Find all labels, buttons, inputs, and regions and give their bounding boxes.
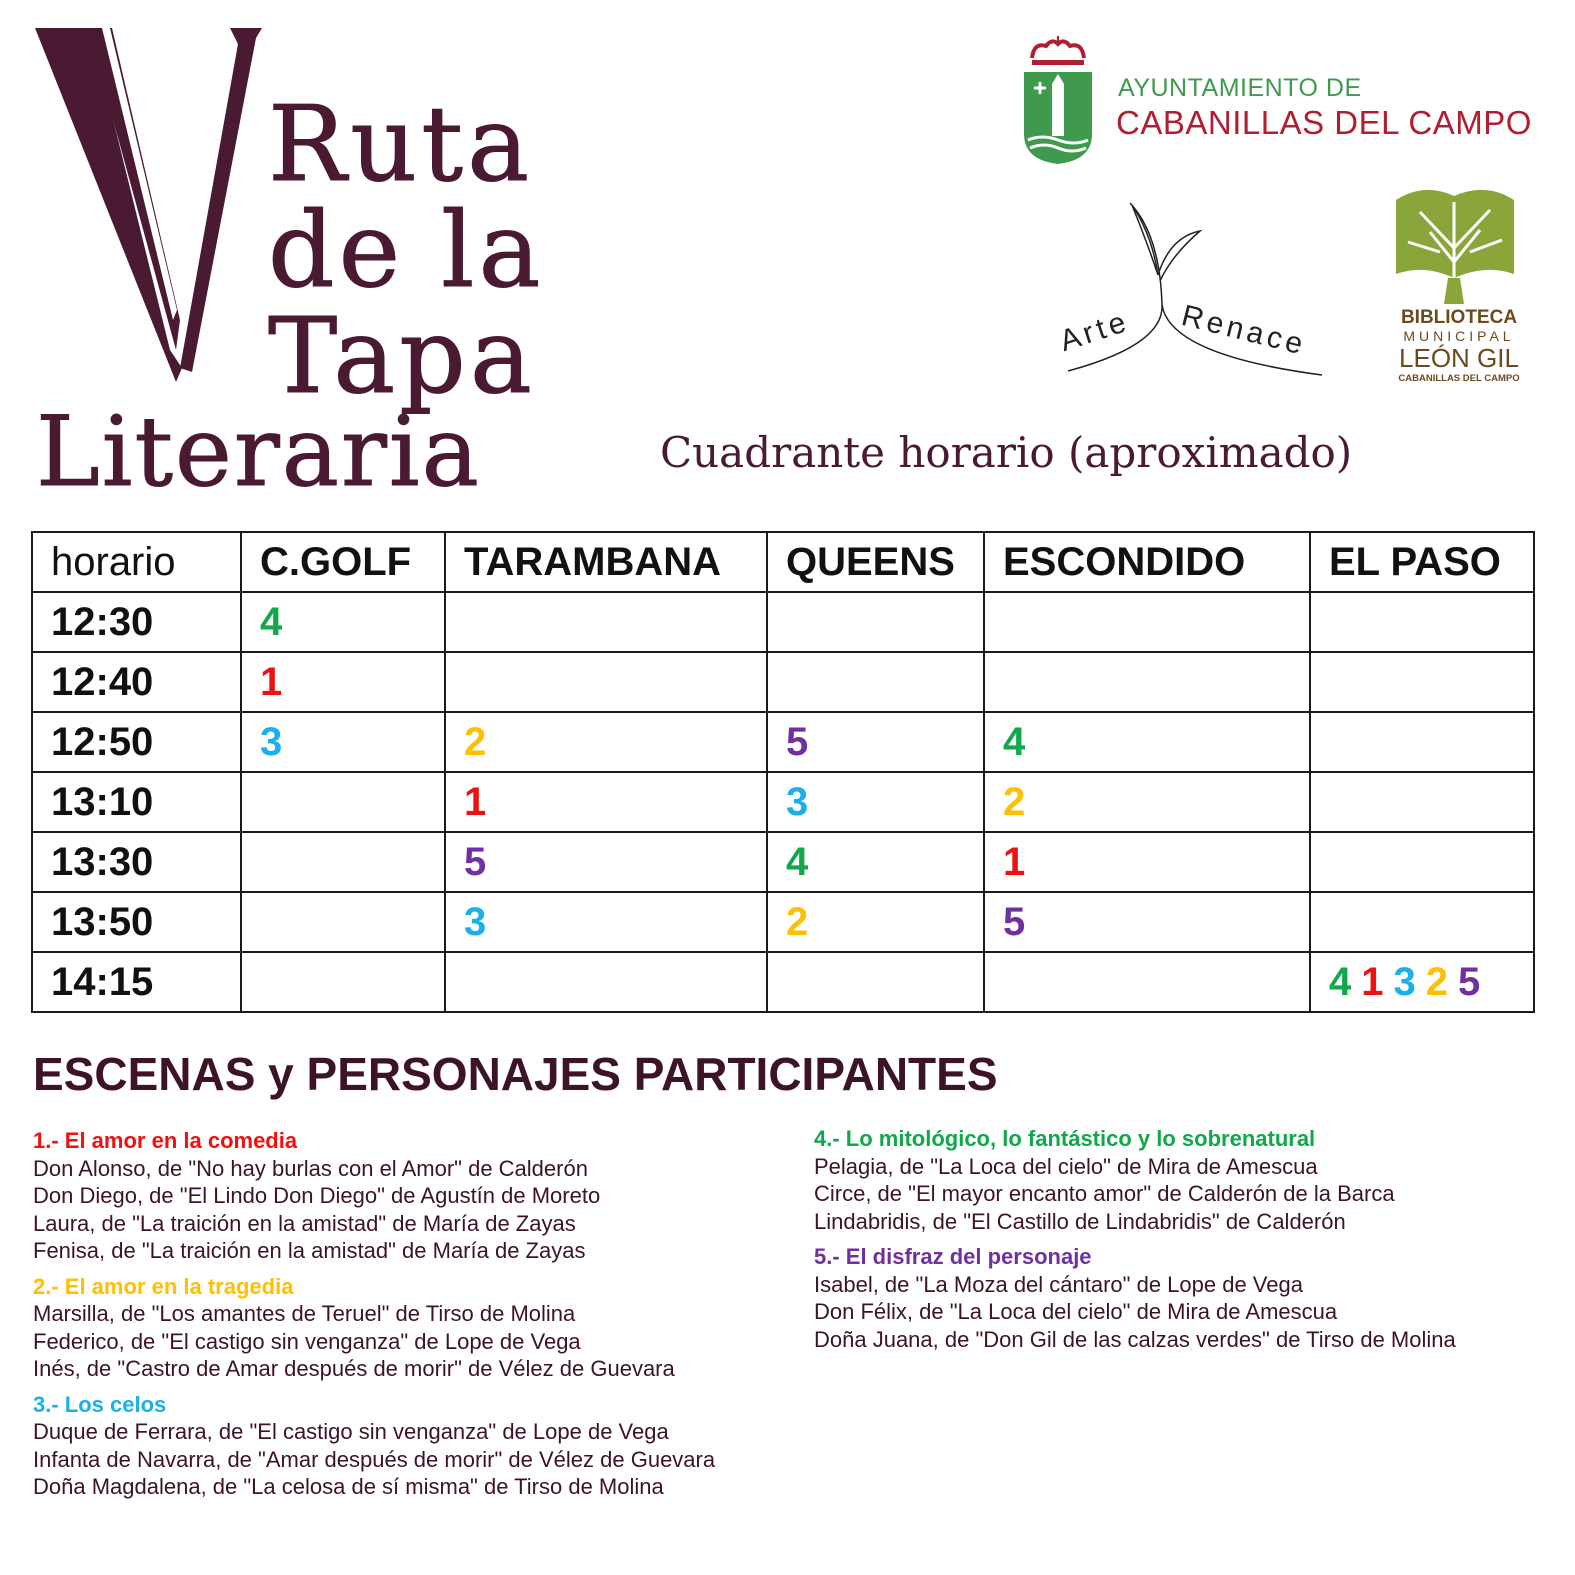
time-cell: 14:15 xyxy=(32,952,241,1012)
character-line: Lindabridis, de "El Castillo de Lindabridis" de Calderón xyxy=(814,1208,1346,1234)
schedule-cell xyxy=(1310,952,1534,1012)
title-literaria: Literaria xyxy=(36,396,481,508)
schedule-cell xyxy=(767,592,984,652)
time-cell: 13:10 xyxy=(32,772,241,832)
renace-word: Renace xyxy=(1178,299,1310,362)
character-line: Federico, de "El castigo sin venganza" de Lope de Vega xyxy=(33,1328,581,1354)
schedule-table xyxy=(31,531,1535,1013)
character-line: Fenisa, de "La traición en la amistad" de María de Zayas xyxy=(33,1238,586,1263)
schedule-cell xyxy=(445,712,767,772)
scene-number: 1 xyxy=(260,660,283,704)
header-queens: QUEENS xyxy=(767,532,984,592)
character-line: Pelagia, de "La Loca del cielo" de Mira de Amescua xyxy=(814,1153,1318,1179)
ayuntamiento-line2: CABANILLAS DEL CAMPO xyxy=(1116,104,1532,141)
schedule-cell xyxy=(767,832,984,892)
arte-word: Arte xyxy=(1055,304,1134,358)
time-cell: 12:40 xyxy=(32,652,241,712)
character-line: Don Diego, de "El Lindo Don Diego" de Agustín de Moreto xyxy=(33,1183,601,1208)
biblioteca-line2: MUNICIPAL xyxy=(1403,328,1515,344)
schedule-cell xyxy=(241,712,445,772)
schedule-cell xyxy=(445,832,767,892)
biblioteca-line4: CABANILLAS DEL CAMPO xyxy=(1398,373,1520,384)
character-line: Marsilla, de "Los amantes de Teruel" de Tirso de Molina xyxy=(33,1301,576,1326)
character-line: Don Alonso, de "No hay burlas con el Amor" de Calderón xyxy=(33,1155,588,1181)
scene-block xyxy=(33,1273,793,1383)
scene-number: 4 xyxy=(786,840,809,884)
character-line: Doña Juana, de "Don Gil de las calzas verdes" de Tirso de Molina xyxy=(814,1326,1456,1352)
schedule-cell xyxy=(445,652,767,712)
scene-block xyxy=(33,1127,793,1265)
scenes-title: ESCENAS y PERSONAJES PARTICIPANTES xyxy=(33,1048,998,1100)
biblioteca-line3: LEÓN GIL xyxy=(1399,343,1519,373)
scene-number: 5 xyxy=(1458,960,1481,1004)
roman-numeral-v xyxy=(30,20,265,390)
schedule-cell xyxy=(241,652,445,712)
table-row xyxy=(32,952,1534,1012)
schedule-cell xyxy=(984,652,1310,712)
scene-number: 3 xyxy=(786,780,809,824)
scene-number: 4 xyxy=(1003,720,1026,764)
schedule-cell xyxy=(241,832,445,892)
scene-number: 2 xyxy=(1003,780,1026,824)
scene-number: 5 xyxy=(786,720,809,764)
schedule-cell xyxy=(767,712,984,772)
scene-number: 4 xyxy=(1329,960,1352,1004)
scene-number: 4 xyxy=(260,600,283,644)
header-cgolf: C.GOLF xyxy=(241,532,445,592)
schedule-cell xyxy=(1310,892,1534,952)
schedule-cell xyxy=(1310,592,1534,652)
schedule-cell xyxy=(767,772,984,832)
schedule-cell xyxy=(1310,652,1534,712)
title-de-la: de la xyxy=(268,189,545,311)
character-line: Inés, de "Castro de Amar después de morir" de Vélez de Guevara xyxy=(33,1356,675,1381)
header-escondido: ESCONDIDO xyxy=(984,532,1310,592)
table-row xyxy=(32,592,1534,652)
schedule-cell xyxy=(984,772,1310,832)
table-row xyxy=(32,772,1534,832)
scene-number: 5 xyxy=(464,840,487,884)
schedule-cell xyxy=(1310,772,1534,832)
scene-block xyxy=(33,1391,793,1501)
scene-number: 3 xyxy=(1393,960,1416,1004)
scene-number: 3 xyxy=(260,720,283,764)
schedule-cell xyxy=(767,952,984,1012)
schedule-cell xyxy=(241,592,445,652)
schedule-cell xyxy=(241,892,445,952)
character-line: Doña Magdalena, de "La celosa de sí misma" de Tirso de Molina xyxy=(33,1474,664,1499)
schedule-cell xyxy=(984,952,1310,1012)
schedule-cell xyxy=(445,592,767,652)
schedule-cell xyxy=(767,652,984,712)
character-line: Infanta de Navarra, de "Amar después de morir" de Vélez de Guevara xyxy=(33,1446,716,1472)
schedule-cell xyxy=(241,772,445,832)
ayuntamiento-line1: AYUNTAMIENTO DE xyxy=(1118,74,1362,102)
table-row xyxy=(32,652,1534,712)
character-line: Isabel, de "La Moza del cántaro" de Lope de Vega xyxy=(814,1271,1303,1297)
subtitle: Cuadrante horario (aproximado) xyxy=(660,428,1353,477)
schedule-cell xyxy=(984,592,1310,652)
schedule-cell xyxy=(1310,832,1534,892)
schedule-cell xyxy=(984,712,1310,772)
schedule-cell xyxy=(1310,712,1534,772)
time-cell: 13:30 xyxy=(32,832,241,892)
scene-title: 4.- Lo mitológico, lo fantástico y lo sobrenatural xyxy=(814,1126,1316,1151)
schedule-cell xyxy=(241,952,445,1012)
time-cell: 12:50 xyxy=(32,712,241,772)
scenes-column-left xyxy=(33,1127,793,1509)
time-cell: 12:30 xyxy=(32,592,241,652)
character-line: Duque de Ferrara, de "El castigo sin venganza" de Lope de Vega xyxy=(33,1419,669,1444)
character-line: Don Félix, de "La Loca del cielo" de Mira de Amescua xyxy=(814,1299,1338,1324)
header-horario: horario xyxy=(32,532,241,592)
scene-number: 1 xyxy=(1003,840,1026,884)
header-el-paso: EL PASO xyxy=(1310,532,1534,592)
scene-title: 3.- Los celos xyxy=(33,1391,167,1417)
header-tarambana: TARAMBANA xyxy=(445,532,767,592)
schedule-cell xyxy=(984,892,1310,952)
scene-title: 5.- El disfraz del personaje xyxy=(814,1244,1092,1269)
scene-number: 1 xyxy=(464,780,487,824)
table-row xyxy=(32,832,1534,892)
table-header-row xyxy=(32,532,1534,592)
scenes-column-right xyxy=(814,1125,1554,1361)
scene-number: 5 xyxy=(1003,900,1026,944)
schedule-cell xyxy=(445,952,767,1012)
table-row xyxy=(32,892,1534,952)
scene-number: 2 xyxy=(786,900,809,944)
biblioteca-line1: BIBLIOTECA xyxy=(1400,307,1518,328)
character-line: Circe, de "El mayor encanto amor" de Calderón de la Barca xyxy=(814,1181,1395,1206)
time-cell: 13:50 xyxy=(32,892,241,952)
character-line: Laura, de "La traición en la amistad" de María de Zayas xyxy=(33,1210,576,1236)
scene-number: 2 xyxy=(1425,960,1448,1004)
table-row xyxy=(32,712,1534,772)
scene-block xyxy=(814,1243,1554,1353)
scene-number: 3 xyxy=(464,900,487,944)
scene-title: 2.- El amor en la tragedia xyxy=(33,1273,294,1299)
scene-block xyxy=(814,1125,1554,1235)
schedule-cell xyxy=(767,892,984,952)
schedule-cell xyxy=(445,892,767,952)
title-tapa: Tapa xyxy=(268,295,536,417)
scene-number: 2 xyxy=(464,720,487,764)
schedule-cell xyxy=(445,772,767,832)
title-ruta: Ruta xyxy=(268,83,534,205)
coat-of-arms-icon xyxy=(1022,36,1094,166)
tree-book-icon xyxy=(1390,182,1520,306)
scene-title: 1.- El amor en la comedia xyxy=(33,1128,298,1153)
schedule-cell xyxy=(984,832,1310,892)
scene-number: 1 xyxy=(1361,960,1384,1004)
